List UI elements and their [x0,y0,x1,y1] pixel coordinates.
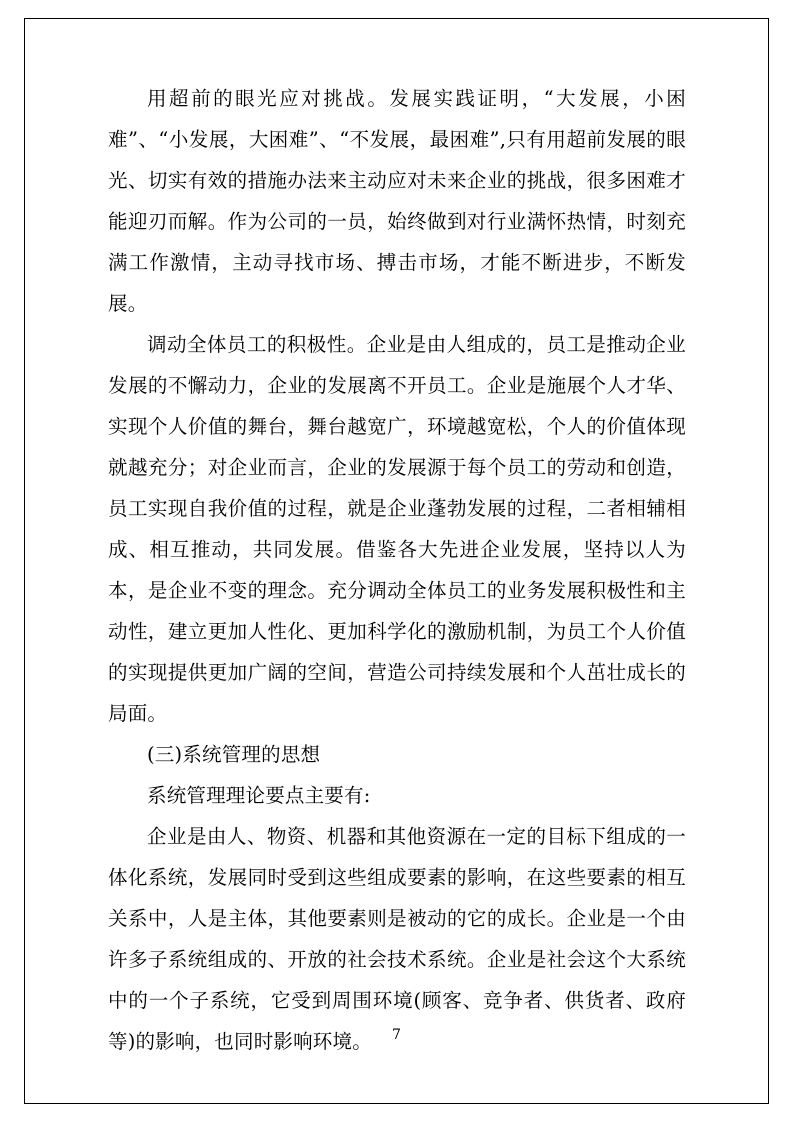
paragraph-4: 企业是由人、物资、机器和其他资源在一定的目标下组成的一体化系统，发展同时受到这些组成要素的影响，在这些要素的相互关系中，人是主体，其他要素则是被动的它的成长。企业是一个由许多子系统组成的、开放的社会技术系统。企业是社会这个大系统中的一个子系统，它受到周围环境(顾客、竞争者、供货者、政府等)的影响，也同时影响环境。 [108,825,686,1053]
paragraph-1: 用超前的眼光应对挑战。发展实践证明，“大发展，小困难”、“小发展，大困难”、“不发展，最困难”,只有用超前发展的眼光、切实有效的措施办法来主动应对未来企业的挑战，很多困难才能迎刃而解。作为公司的一员，始终做到对行业满怀热情，时刻充满工作激情，主动寻找市场、搏击市场，才能不断进步，不断发展。 [108,87,686,315]
document-body [108,78,686,1062]
paragraph-3: 系统管理理论要点主要有: [147,784,371,807]
page-number: 7 [392,1027,401,1043]
paragraph-2: 调动全体员工的积极性。企业是由人组成的，员工是推动企业发展的不懈动力，企业的发展离不开员工。企业是施展个人才华、实现个人价值的舞台，舞台越宽广，环境越宽松，个人的价值体现就越充分；对企业而言，企业的发展源于每个员工的劳动和创造，员工实现自我价值的过程，就是企业蓬勃发展的过程，二者相辅相成、相互推动，共同发展。借鉴各大先进企业发展，坚持以人为本，是企业不变的理念。充分调动全体员工的业务发展积极性和主动性，建立更加人性化、更加科学化的激励机制，为员工个人价值的实现提供更加广阔的空间，营造公司持续发展和个人茁壮成长的局面。 [108,333,686,725]
section-heading: (三)系统管理的思想 [147,743,321,766]
